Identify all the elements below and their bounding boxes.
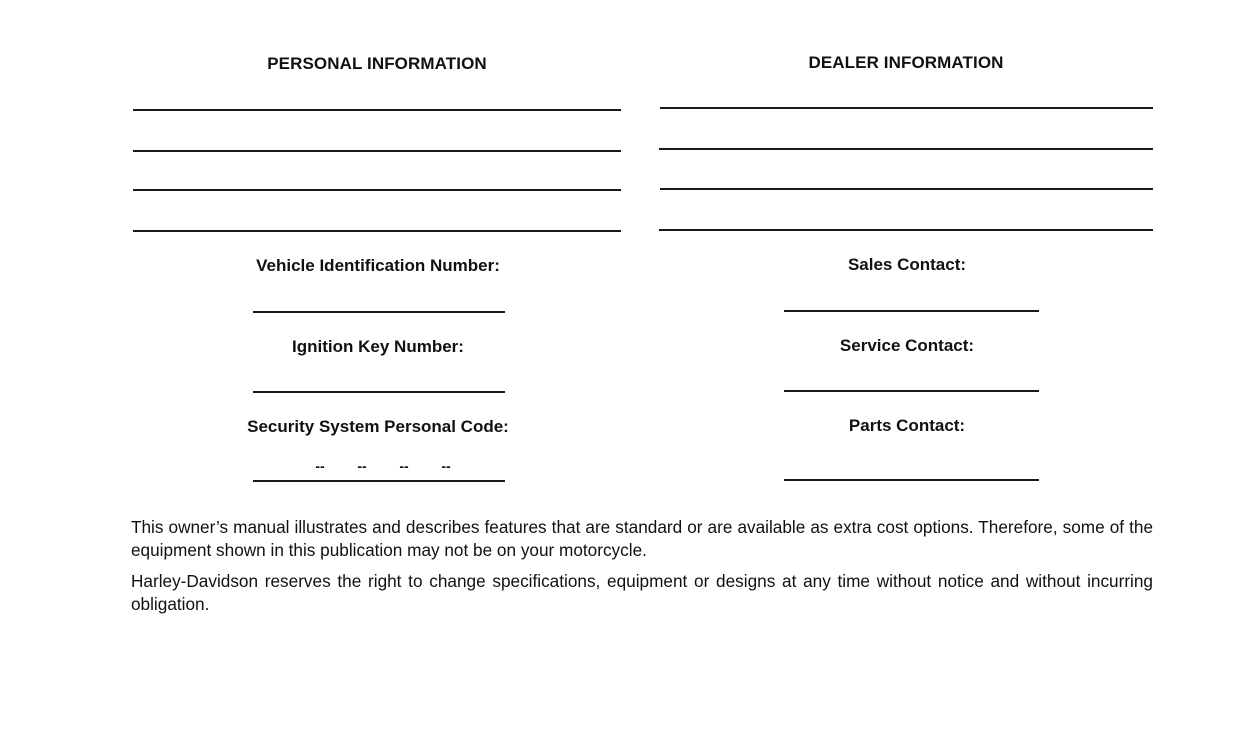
parts-contact-label: Parts Contact: xyxy=(848,416,966,435)
security-code-digit: -- xyxy=(441,458,451,474)
sales-contact-field-line[interactable] xyxy=(784,310,1039,312)
equipment-notice-paragraph: This owner’s manual illustrates and describes features that are standard or are available as extra cost options. Therefore, some of the equipment shown in this publication may not be on your motorcycle. xyxy=(131,517,1153,560)
vin-field-line[interactable] xyxy=(253,311,505,313)
personal-info-line[interactable] xyxy=(133,150,621,152)
personal-information-heading: PERSONAL INFORMATION xyxy=(267,54,487,73)
service-contact-label: Service Contact: xyxy=(839,336,975,355)
dealer-information-heading: DEALER INFORMATION xyxy=(808,53,1004,72)
rights-notice-paragraph: Harley-Davidson reserves the right to change specifications, equipment or designs at any time without notice and without incurring obligation. xyxy=(131,571,1153,614)
ignition-key-field-line[interactable] xyxy=(253,391,505,393)
security-code-digit: -- xyxy=(315,458,325,474)
dealer-info-line[interactable] xyxy=(659,148,1153,150)
personal-info-line[interactable] xyxy=(133,189,621,191)
service-contact-field-line[interactable] xyxy=(784,390,1039,392)
dealer-info-line[interactable] xyxy=(659,229,1153,231)
vin-label: Vehicle Identification Number: xyxy=(256,256,500,275)
security-code-label: Security System Personal Code: xyxy=(247,417,509,436)
personal-info-line[interactable] xyxy=(133,109,621,111)
ignition-key-label: Ignition Key Number: xyxy=(292,337,464,356)
parts-contact-field-line[interactable] xyxy=(784,479,1039,481)
security-code-digit: -- xyxy=(357,458,367,474)
dealer-info-line[interactable] xyxy=(660,107,1153,109)
security-code-field-line[interactable] xyxy=(253,480,505,482)
security-code-digit: -- xyxy=(399,458,409,474)
dealer-info-line[interactable] xyxy=(660,188,1153,190)
sales-contact-label: Sales Contact: xyxy=(847,255,967,274)
personal-info-line[interactable] xyxy=(133,230,621,232)
